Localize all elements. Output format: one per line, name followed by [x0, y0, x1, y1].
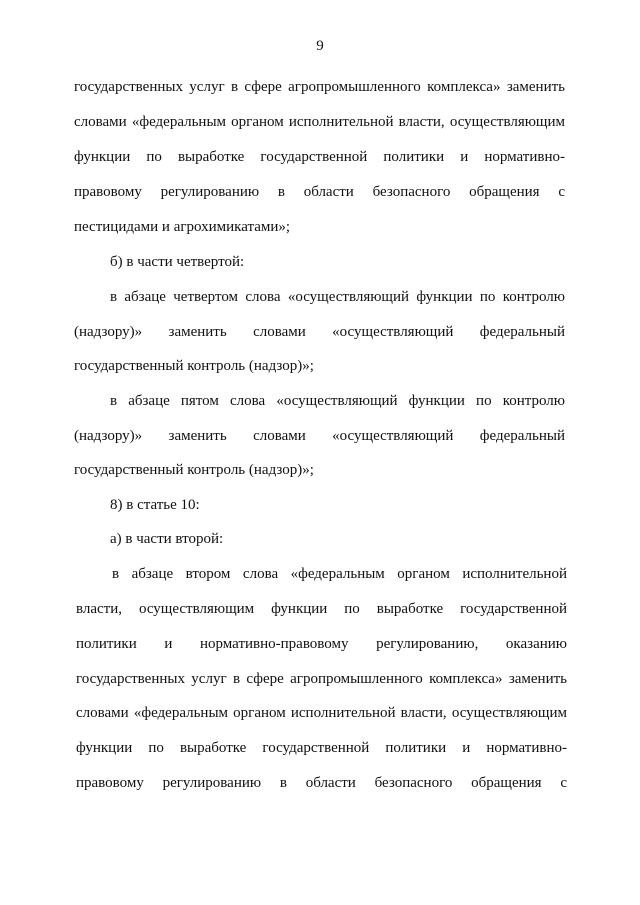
text-line: б) в части четвертой: — [110, 254, 245, 270]
text-line: а) в части второй: — [110, 531, 224, 547]
text-line: словами «федеральным органом исполнительной власти, осуществляющим — [76, 705, 567, 721]
text-line: государственных услуг в сфере агропромышленного комплекса» заменить — [74, 79, 565, 95]
text-line: власти, осуществляющим функции по выработке государственной — [76, 601, 567, 617]
text-line: государственных услуг в сфере агропромышленного комплекса» заменить — [76, 671, 567, 687]
text-line: в абзаце четвертом слова «осуществляющий функции по контролю — [110, 289, 565, 305]
text-line: в абзаце втором слова «федеральным органом исполнительной — [112, 566, 567, 582]
text-line: правовому регулированию в области безопасного обращения с — [76, 775, 567, 791]
text-line: политики и нормативно-правовому регулированию, оказанию — [76, 636, 567, 652]
text-line: государственный контроль (надзор)»; — [74, 462, 314, 478]
text-line: словами «федеральным органом исполнительной власти, осуществляющим — [74, 114, 565, 130]
text-line: функции по выработке государственной политики и нормативно- — [76, 740, 567, 756]
text-line: в абзаце пятом слова «осуществляющий функции по контролю — [110, 393, 565, 409]
text-line: государственный контроль (надзор)»; — [74, 358, 314, 374]
text-line: (надзору)» заменить словами «осуществляющий федеральный — [74, 324, 565, 340]
page-number: 9 — [316, 38, 324, 54]
text-line: функции по выработке государственной политики и нормативно- — [74, 149, 565, 165]
text-line: правовому регулированию в области безопасного обращения с — [74, 184, 565, 200]
text-line: 8) в статье 10: — [110, 497, 200, 513]
text-line: пестицидами и агрохимикатами»; — [74, 219, 291, 235]
text-line: (надзору)» заменить словами «осуществляющий федеральный — [74, 428, 565, 444]
